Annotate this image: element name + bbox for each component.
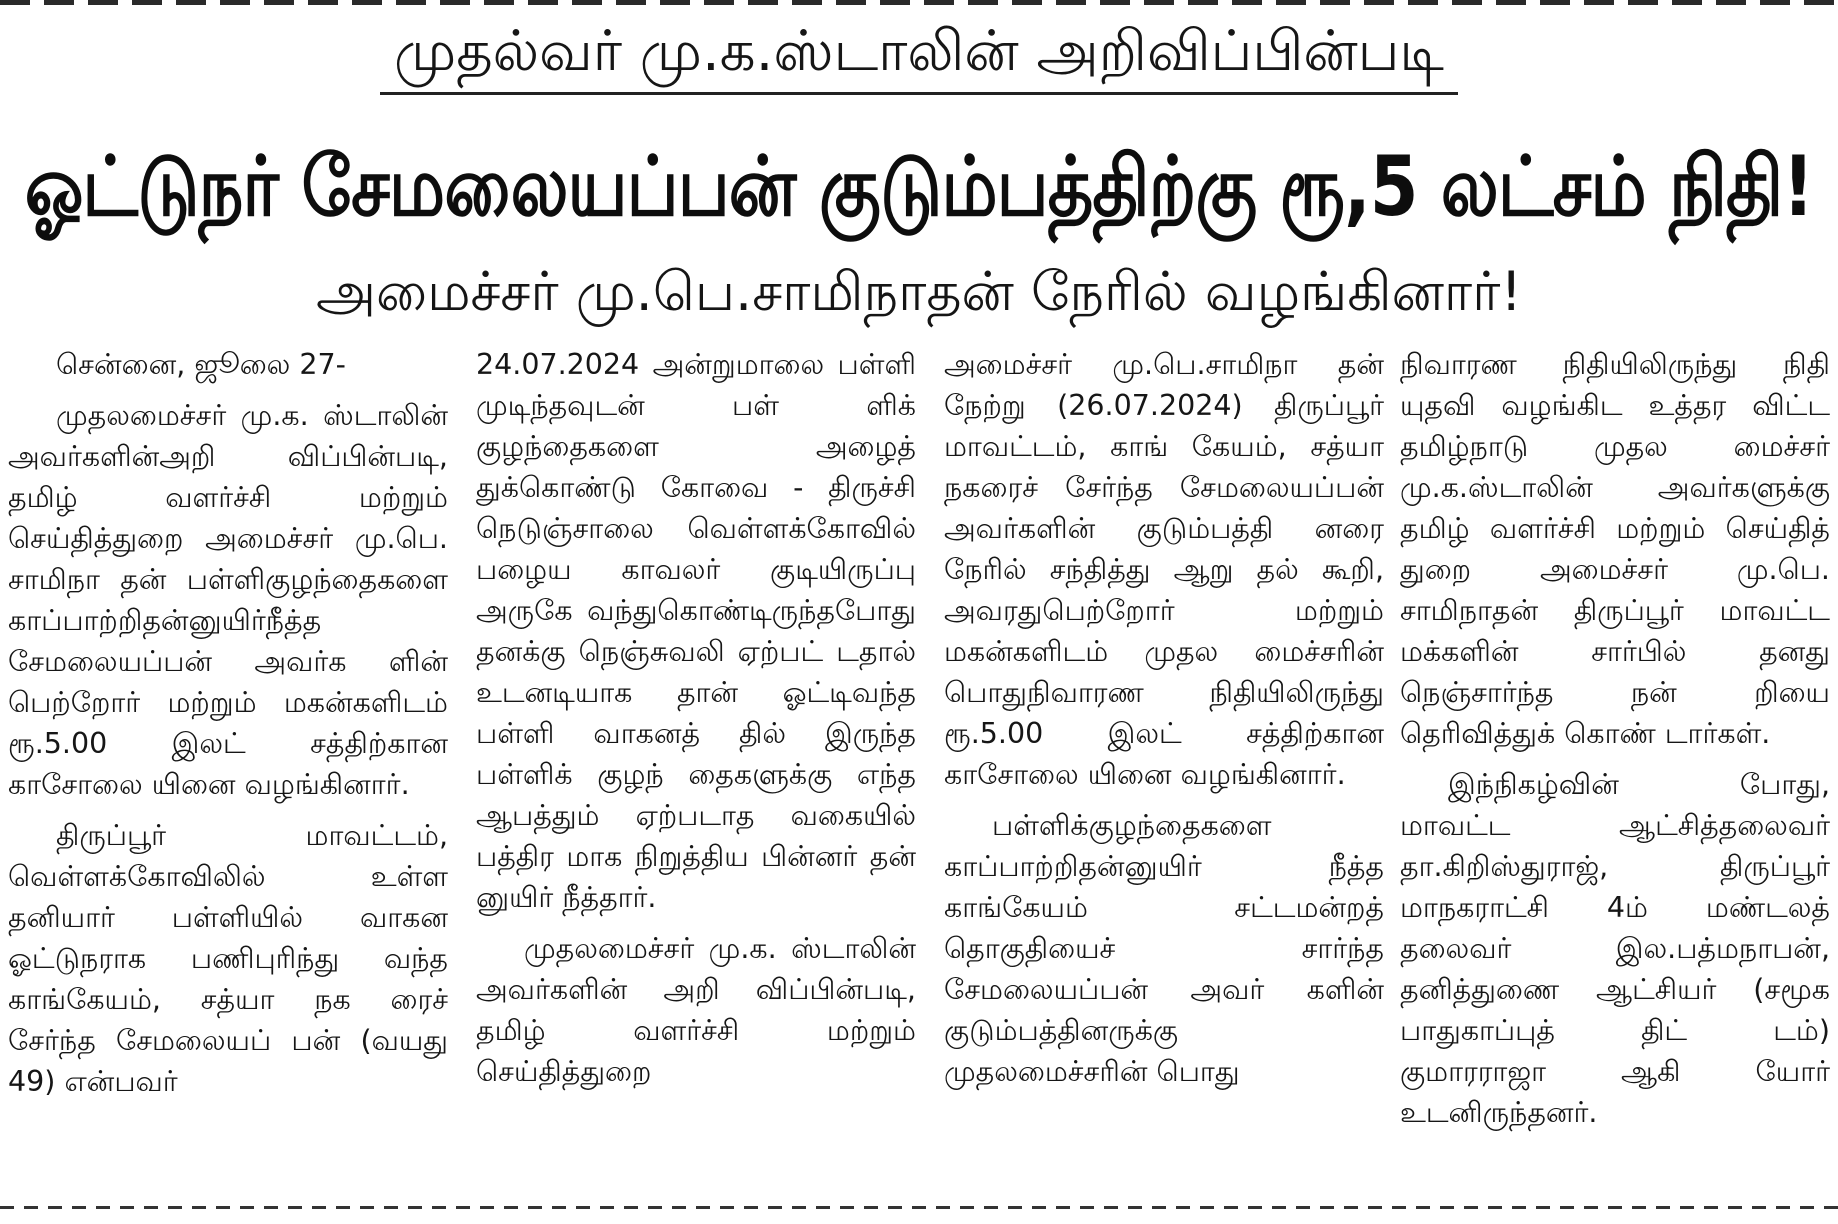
paragraph: நிவாரண நிதியிலிருந்து நிதி யுதவி வழங்கிட உத்தர விட்ட தமிழ்நாடு முதல மைச்சர் மு.க.ஸ்டாலின் அவர்களுக்கு தமிழ் வளர்ச்சி மற்றும் செய்தித் துறை அமைச்சர் மு.பெ. சாமிநாதன் திருப்பூர் மாவட்ட மக்களின் சார்பில் தனது நெஞ்சார்ந்த நன் றியை தெரிவித்துக் கொண் டார்கள்.	[1400, 348, 1830, 750]
bottom-border-rule	[0, 1206, 1838, 1209]
article-body	[8, 344, 1830, 1224]
paragraph: அமைச்சர் மு.பெ.சாமிநா தன் நேற்று (26.07.2024) திருப்பூர் மாவட்டம், காங் கேயம், சத்யா நகரைச் சேர்ந்த சேமலையப்பன் அவர்களின் குடும்பத்தி னரை நேரில் சந்தித்து ஆறு தல் கூறி, அவரதுபெற்றோர் மற்றும் மகன்களிடம் முதல மைச்சரின் பொதுநிவாரண நிதியிலிருந்து ரூ.5.00 இலட் சத்திற்கான காசோலை யினை வழங்கினார்.	[944, 348, 1384, 791]
article-column-3	[944, 344, 1384, 1102]
paragraph: பள்ளிக்குழந்தைகளை காப்பாற்றிதன்னுயிர் நீத்த காங்கேயம் சட்டமன்றத் தொகுதியைச் சார்ந்த சேமலையப்பன் அவர் களின் குடும்பத்தினருக்கு முதலமைச்சரின் பொது	[944, 809, 1384, 1088]
dateline: சென்னை, ஜூலை 27-	[56, 348, 346, 381]
article-column-2	[476, 344, 916, 1102]
kicker-text: முதல்வர் மு.க.ஸ்டாலின் அறிவிப்பின்படி	[380, 14, 1458, 95]
paragraph: முதலமைச்சர் மு.க. ஸ்டாலின் அவர்களின் அறி விப்பின்படி, தமிழ் வளர்ச்சி மற்றும் செய்தித்துறை	[476, 932, 916, 1088]
paragraph: திருப்பூர் மாவட்டம், வெள்ளக்கோவிலில் உள்ள தனியார் பள்ளியில் வாகன ஓட்டுநராக பணிபுரிந்து வந்த காங்கேயம், சத்யா நக ரைச் சேர்ந்த சேமலையப் பன் (வயது 49) என்பவர்	[8, 819, 448, 1098]
article-column-4	[1400, 344, 1830, 1143]
paragraph: 24.07.2024 அன்றுமாலை பள்ளி முடிந்தவுடன் பள் ளிக் குழந்தைகளை அழைத் துக்கொண்டு கோவை - திருச்சி நெடுஞ்சாலை வெள்ளக்கோவில் பழைய காவலர் குடியிருப்பு அருகே வந்துகொண்டிருந்தபோது தனக்கு நெஞ்சுவலி ஏற்பட் டதால் உடனடியாக தான் ஓட்டிவந்த பள்ளி வாகனத் தில் இருந்த பள்ளிக் குழந் தைகளுக்கு எந்த ஆபத்தும் ஏற்படாத வகையில் பத்திர மாக நிறுத்திய பின்னர் தன் னுயிர் நீத்தார்.	[476, 348, 916, 914]
article-headline: ஓட்டுநர் சேமலையப்பன் குடும்பத்திற்கு ரூ,5 லட்சம் நிதி!	[24, 138, 1814, 236]
top-border-rule	[0, 0, 1838, 5]
article-subheadline: அமைச்சர் மு.பெ.சாமிநாதன் நேரில் வழங்கினார்!	[315, 260, 1523, 323]
article-column-1	[8, 344, 448, 1112]
article-kicker	[0, 14, 1838, 95]
paragraph: முதலமைச்சர் மு.க. ஸ்டாலின் அவர்களின்அறி விப்பின்படி, தமிழ் வளர்ச்சி மற்றும் செய்தித்துறை அமைச்சர் மு.பெ. சாமிநா தன் பள்ளிகுழந்தைகளை காப்பாற்றிதன்னுயிர்நீத்த சேமலையப்பன் அவர்க ளின் பெற்றோர் மற்றும் மகன்களிடம் ரூ.5.00 இலட் சத்திற்கான காசோலை யினை வழங்கினார்.	[8, 399, 448, 801]
paragraph: இந்நிகழ்வின் போது, மாவட்ட ஆட்சித்தலைவர் தா.கிறிஸ்துராஜ், திருப்பூர் மாநகராட்சி 4ம் மண்டலத் தலைவர் இல.பத்மநாபன், தனித்துணை ஆட்சியர் (சமூக பாதுகாப்புத் திட் டம்) குமாரராஜா ஆகி யோர் உடனிருந்தனர்.	[1400, 768, 1830, 1129]
